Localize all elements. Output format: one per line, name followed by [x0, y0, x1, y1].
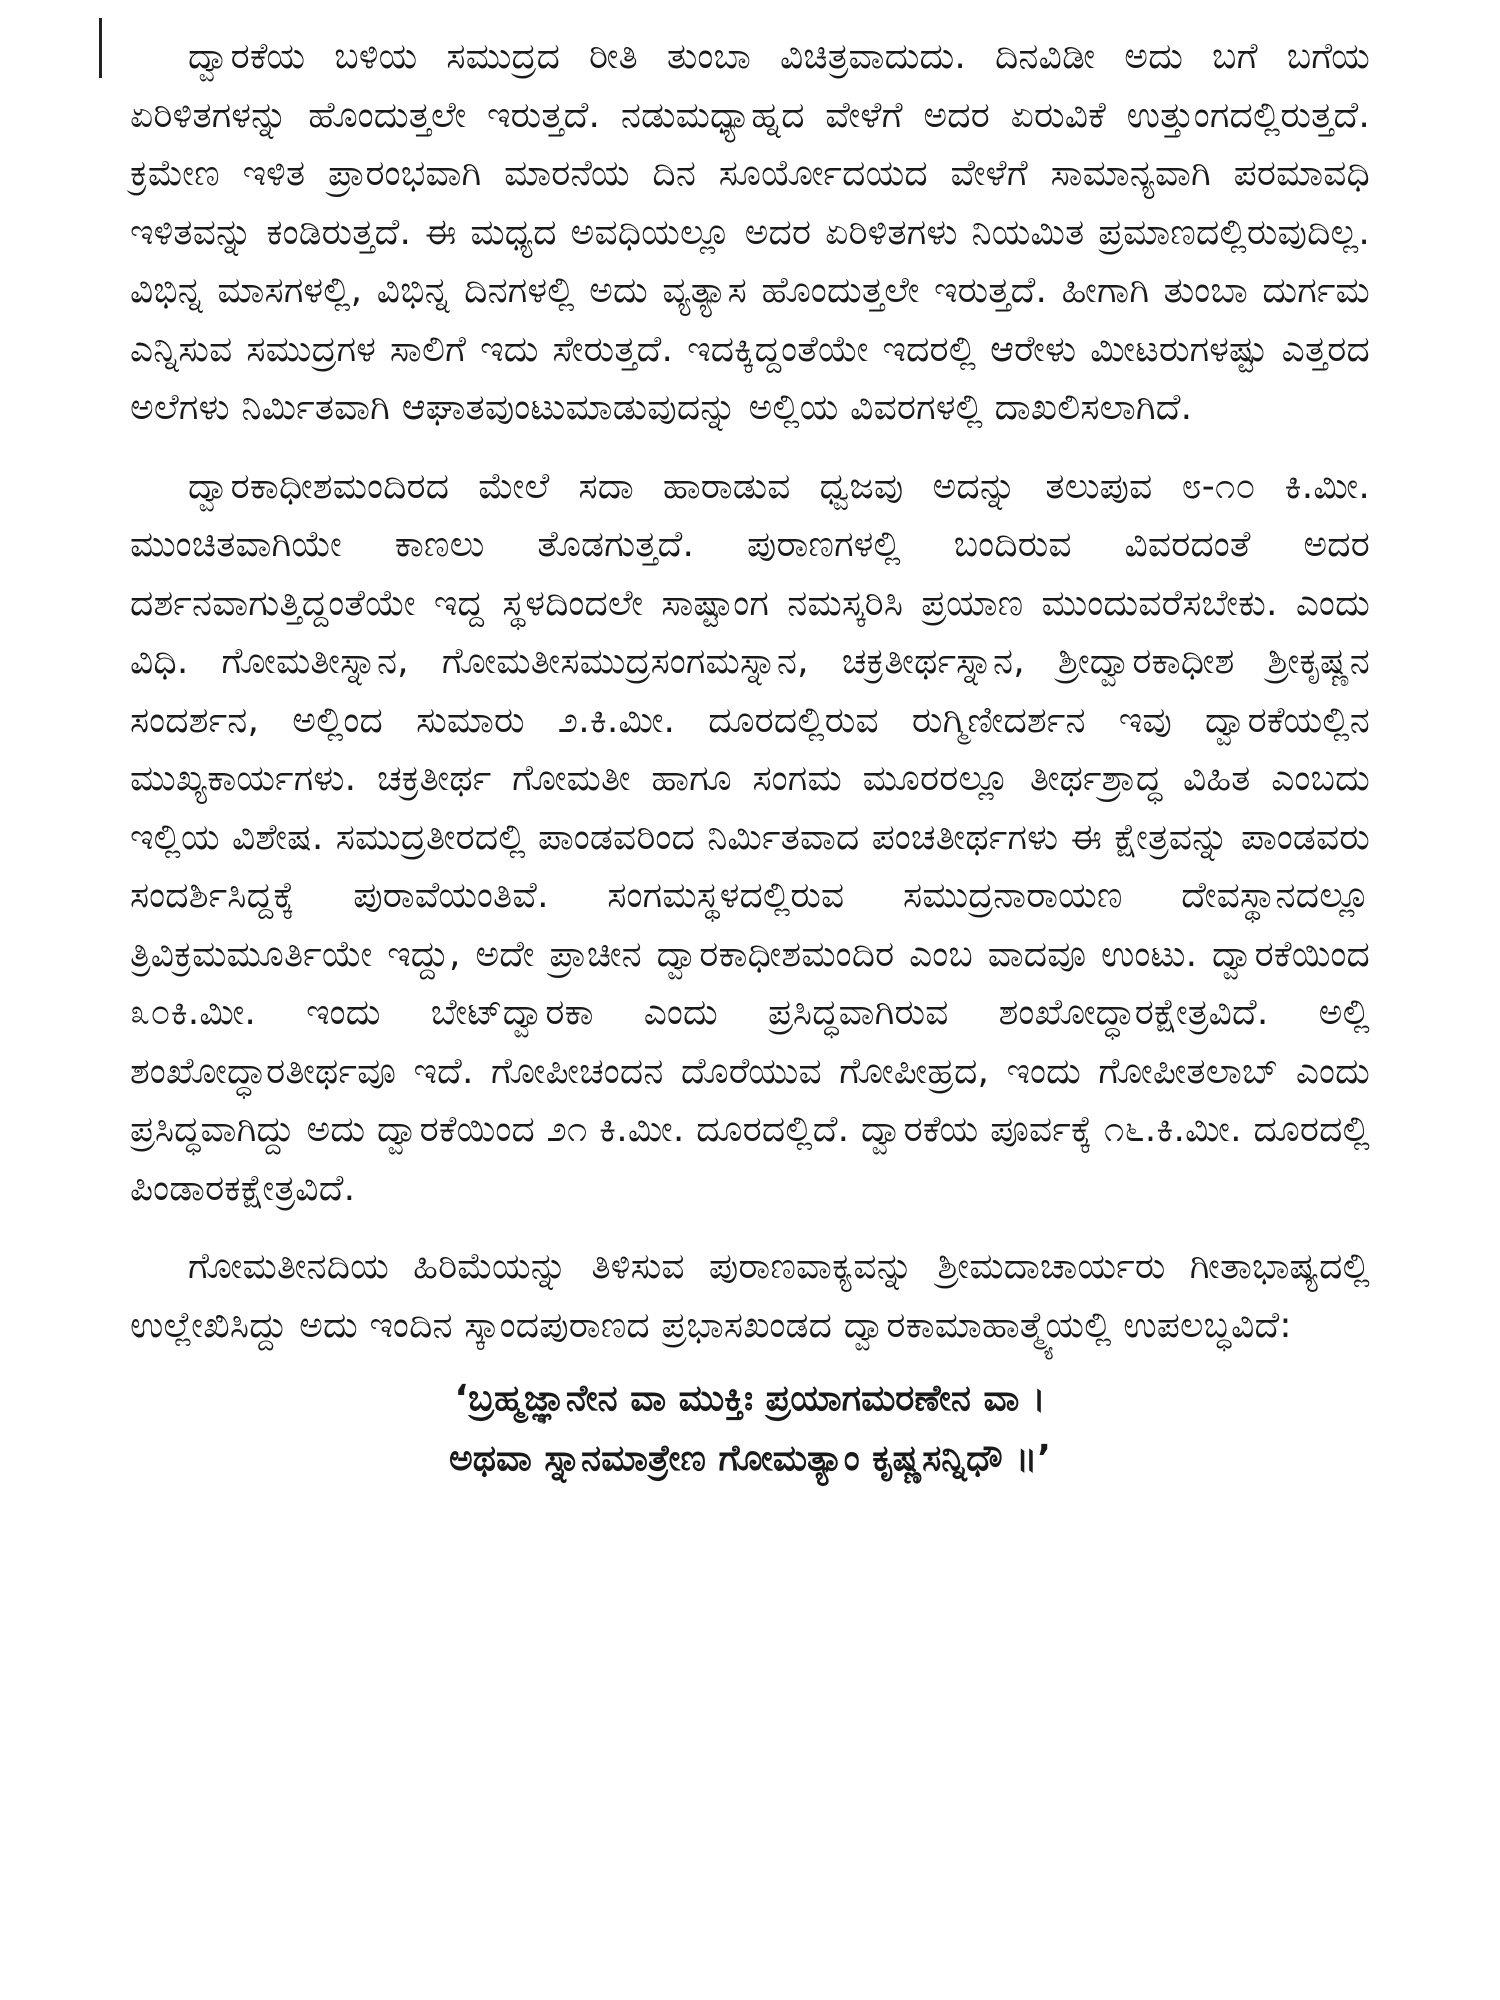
verse-line-1: ‘ಬ್ರಹ್ಮಜ್ಞಾನೇನ ವಾ ಮುಕ್ತಿಃ ಪ್ರಯಾಗಮರಣೇನ ವಾ । — [454, 1378, 1046, 1419]
margin-mark — [99, 18, 102, 78]
paragraph-dwaraka-pilgrimage: ದ್ವಾರಕಾಧೀಶಮಂದಿರದ ಮೇಲೆ ಸದಾ ಹಾರಾಡುವ ಧ್ವಜವು ಅದನ್ನು ತಲುಪುವ ೮-೧೦ ಕಿ.ಮೀ. ಮುಂಚಿತವಾಗಿಯೇ ಕಾಣಲು ತೊಡಗುತ್ತದೆ. ಪುರಾಣಗಳಲ್ಲಿ ಬಂದಿರುವ ವಿವರದಂತೆ ಅದರ ದರ್ಶನವಾಗುತ್ತಿದ್ದಂತೆಯೇ ಇದ್ದ ಸ್ಥಳದಿಂದಲೇ ಸಾಷ್ಟಾಂಗ ನಮಸ್ಕರಿಸಿ ಪ್ರಯಾಣ ಮುಂದುವರೆಸಬೇಕು. ಎಂದು ವಿಧಿ. ಗೋಮತೀಸ್ನಾನ, ಗೋಮತೀಸಮುದ್ರಸಂಗಮಸ್ನಾನ, ಚಕ್ರತೀರ್ಥಸ್ನಾನ, ಶ್ರೀದ್ವಾರಕಾಧೀಶ ಶ್ರೀಕೃಷ್ಣನ ಸಂದರ್ಶನ, ಅಲ್ಲಿಂದ ಸುಮಾರು ೨.ಕಿ.ಮೀ. ದೂರದಲ್ಲಿರುವ ರುಗ್ಮಿಣೀದರ್ಶನ ಇವು ದ್ವಾರಕೆಯಲ್ಲಿನ ಮುಖ್ಯಕಾರ್ಯಗಳು. ಚಕ್ರತೀರ್ಥ ಗೋಮತೀ ಹಾಗೂ ಸಂಗಮ ಮೂರರಲ್ಲೂ ತೀರ್ಥಶ್ರಾದ್ಧ ವಿಹಿತ ಎಂಬದು ಇಲ್ಲಿಯ ವಿಶೇಷ. ಸಮುದ್ರತೀರದಲ್ಲಿ ಪಾಂಡವರಿಂದ ನಿರ್ಮಿತವಾದ ಪಂಚತೀರ್ಥಗಳು ಈ ಕ್ಷೇತ್ರವನ್ನು ಪಾಂಡವರು ಸಂದರ್ಶಿಸಿದ್ದಕ್ಕೆ ಪುರಾವೆಯಂತಿವೆ. ಸಂಗಮಸ್ಥಳದಲ್ಲಿರುವ ಸಮುದ್ರನಾರಾಯಣ ದೇವಸ್ಥಾನದಲ್ಲೂ ತ್ರಿವಿಕ್ರಮಮೂರ್ತಿಯೇ ಇದ್ದು, ಅದೇ ಪ್ರಾಚೀನ ದ್ವಾರಕಾಧೀಶಮಂದಿರ ಎಂಬ ವಾದವೂ ಉಂಟು. ದ್ವಾರಕೆಯಿಂದ ೩೦ಕಿ.ಮೀ. ಇಂದು ಬೇಟ್‌ದ್ವಾರಕಾ ಎಂದು ಪ್ರಸಿದ್ಧವಾಗಿರುವ ಶಂಖೋದ್ಧಾರಕ್ಷೇತ್ರವಿದೆ. ಅಲ್ಲಿ ಶಂಖೋದ್ಧಾರತೀರ್ಥವೂ ಇದೆ. ಗೋಪೀಚಂದನ ದೊರೆಯುವ ಗೋಪೀಹ್ರದ, ಇಂದು ಗೋಪೀತಲಾಬ್ ಎಂದು ಪ್ರಸಿದ್ಧವಾಗಿದ್ದು ಅದು ದ್ವಾರಕೆಯಿಂದ ೨೧ ಕಿ.ಮೀ. ದೂರದಲ್ಲಿದೆ. ದ್ವಾರಕೆಯ ಪೂರ್ವಕ್ಕೆ ೧೬.ಕಿ.ಮೀ. ದೂರದಲ್ಲಿ ಪಿಂಡಾರಕಕ್ಷೇತ್ರವಿದೆ. — [130, 465, 1370, 1209]
sanskrit-verse — [130, 1369, 1370, 1489]
paragraph-sea-tides: ದ್ವಾರಕೆಯ ಬಳಿಯ ಸಮುದ್ರದ ರೀತಿ ತುಂಬಾ ವಿಚಿತ್ರವಾದುದು. ದಿನವಿಡೀ ಅದು ಬಗೆ ಬಗೆಯ ಏರಿಳಿತಗಳನ್ನು ಹೊಂದುತ್ತಲೇ ಇರುತ್ತದೆ. ನಡುಮಧ್ಯಾಹ್ನದ ವೇಳೆಗೆ ಅದರ ಏರುವಿಕೆ ಉತ್ತುಂಗದಲ್ಲಿರುತ್ತದೆ. ಕ್ರಮೇಣ ಇಳಿತ ಪ್ರಾರಂಭವಾಗಿ ಮಾರನೆಯ ದಿನ ಸೂರ್ಯೋದಯದ ವೇಳೆಗೆ ಸಾಮಾನ್ಯವಾಗಿ ಪರಮಾವಧಿ ಇಳಿತವನ್ನು ಕಂಡಿರುತ್ತದೆ. ಈ ಮಧ್ಯದ ಅವಧಿಯಲ್ಲೂ ಅದರ ಏರಿಳಿತಗಳು ನಿಯಮಿತ ಪ್ರಮಾಣದಲ್ಲಿರುವುದಿಲ್ಲ. ವಿಭಿನ್ನ ಮಾಸಗಳಲ್ಲಿ, ವಿಭಿನ್ನ ದಿನಗಳಲ್ಲಿ ಅದು ವ್ಯತ್ಯಾಸ ಹೊಂದುತ್ತಲೇ ಇರುತ್ತದೆ. ಹೀಗಾಗಿ ತುಂಬಾ ದುರ್ಗಮ ಎನ್ನಿಸುವ ಸಮುದ್ರಗಳ ಸಾಲಿಗೆ ಇದು ಸೇರುತ್ತದೆ. ಇದಕ್ಕಿದ್ದಂತೆಯೇ ಇದರಲ್ಲಿ ಆರೇಳು ಮೀಟರುಗಳಷ್ಟು ಎತ್ತರದ ಅಲೆಗಳು ನಿರ್ಮಿತವಾಗಿ ಆಘಾತವುಂಟುಮಾಡುವುದನ್ನು ಅಲ್ಲಿಯ ವಿವರಗಳಲ್ಲಿ ದಾಖಲಿಸಲಾಗಿದೆ. — [130, 36, 1370, 428]
text-block — [130, 28, 1370, 1489]
verse-line-2: ಅಥವಾ ಸ್ನಾನಮಾತ್ರೇಣ ಗೋಮತ್ಯಾಂ ಕೃಷ್ಣಸನ್ನಿಧೌ ॥’ — [449, 1438, 1051, 1479]
paragraph-gomati-reference: ಗೋಮತೀನದಿಯ ಹಿರಿಮೆಯನ್ನು ತಿಳಿಸುವ ಪುರಾಣವಾಕ್ಯವನ್ನು ಶ್ರೀಮದಾಚಾರ್ಯರು ಗೀತಾಭಾಷ್ಯದಲ್ಲಿ ಉಲ್ಲೇಖಿಸಿದ್ದು ಅದು ಇಂದಿನ ಸ್ಕಾಂದಪುರಾಣದ ಪ್ರಭಾಸಖಂಡದ ದ್ವಾರಕಾಮಾಹಾತ್ಮ್ಯೆಯಲ್ಲಿ ಉಪಲಬ್ಧವಿದೆ: — [130, 1246, 1370, 1346]
